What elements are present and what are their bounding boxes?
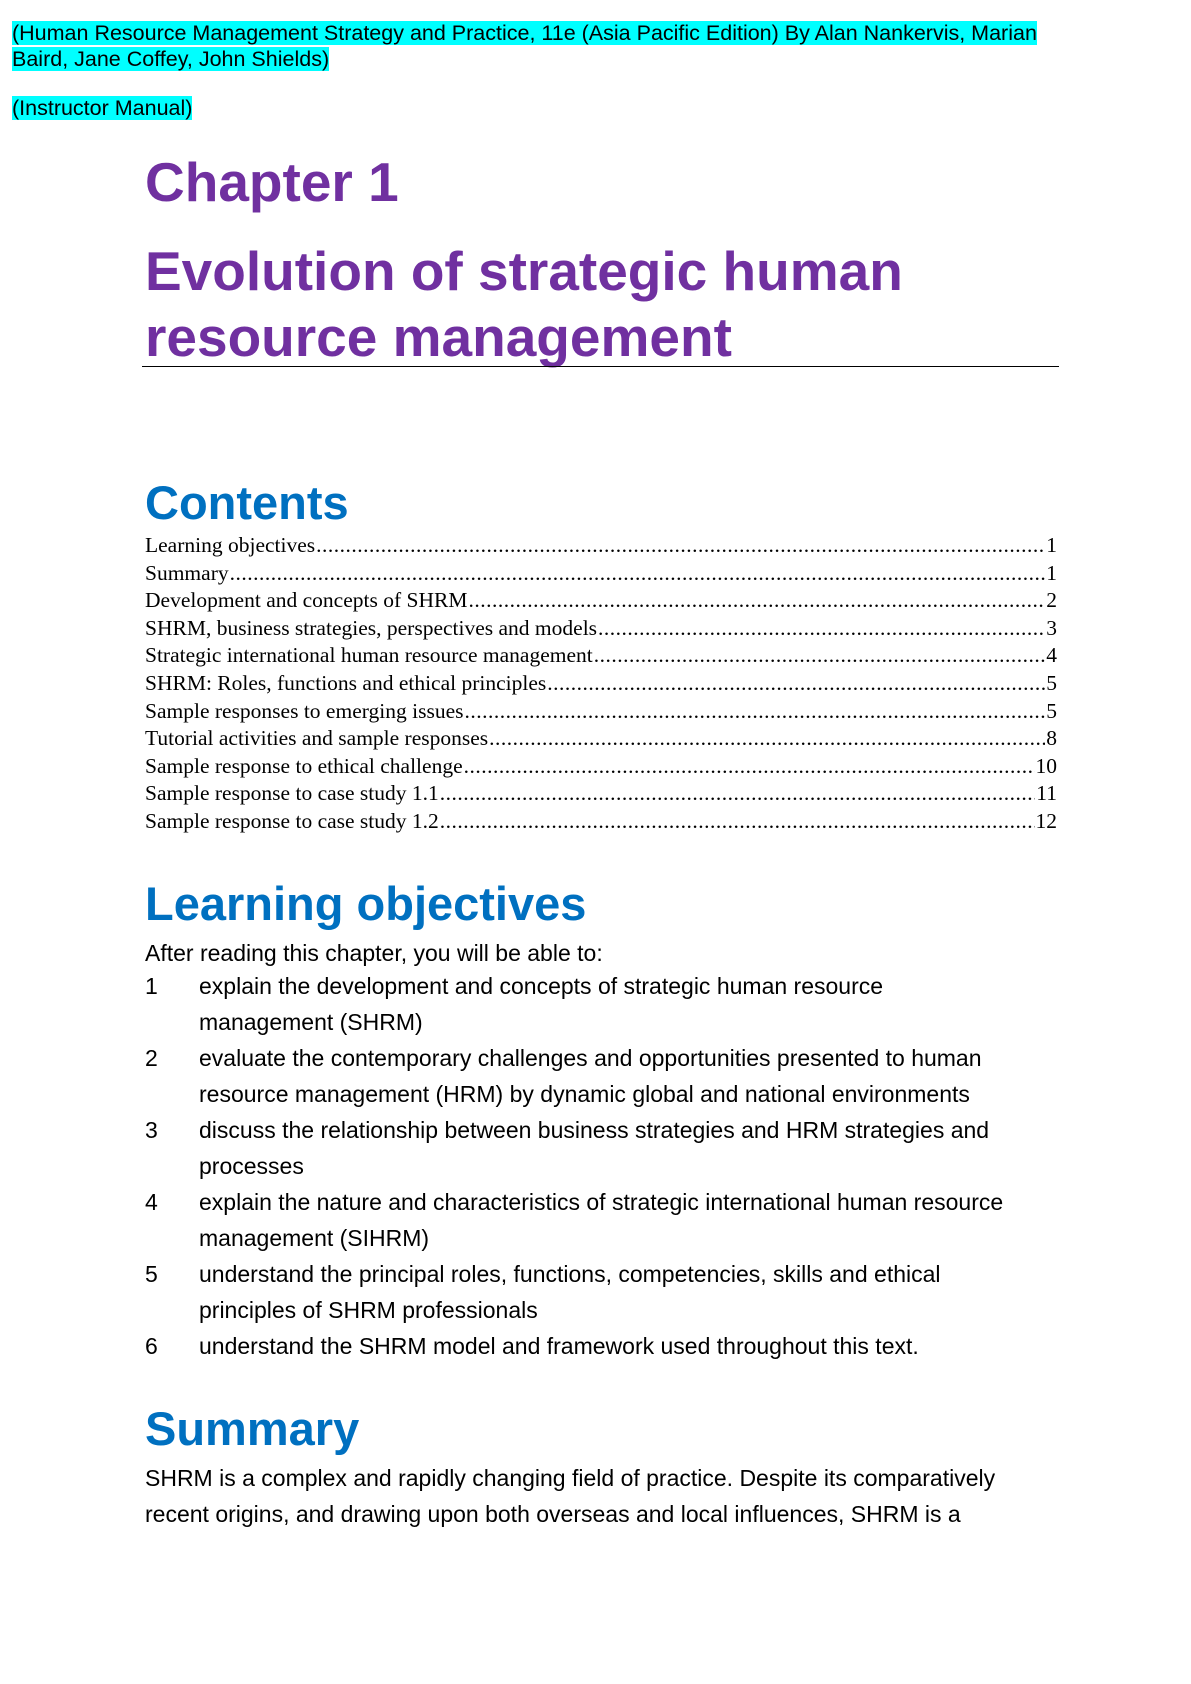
learning-objective-item [145,968,1065,1040]
toc-entry-title: Summary [145,560,229,585]
learning-objective-text [199,1328,1065,1364]
toc-entry-title: Strategic international human resource management [145,643,593,668]
toc-entry[interactable] [145,642,1057,670]
summary-line: SHRM is a complex and rapidly changing field of practice. Despite its comparatively [145,1465,996,1491]
learning-objective-number: 6 [145,1333,158,1359]
toc-entry-page: 5 [1046,698,1057,723]
toc-dot-leader [316,532,1045,560]
toc-entry-title: Development and concepts of SHRM [145,588,468,613]
chapter-title-line-1: Evolution of strategic human [145,240,903,302]
chapter-title [145,238,1045,370]
chapter-title-line-2: resource management [145,306,732,368]
toc-entry[interactable] [145,670,1057,698]
learning-objective-item [145,1256,1065,1328]
toc-entry[interactable] [145,587,1057,615]
toc-entry-title: SHRM: Roles, functions and ethical principles [145,670,547,695]
toc-entry-page: 1 [1046,560,1057,585]
summary-heading: Summary [145,1402,360,1455]
toc-entry[interactable] [145,780,1057,808]
toc-entry[interactable] [145,725,1057,753]
toc-dot-leader [440,808,1035,836]
toc-entry[interactable] [145,808,1057,836]
toc-dot-leader [547,670,1045,698]
title-divider [142,366,1059,367]
summary-paragraph [145,1460,1065,1532]
toc-entry-page: 1 [1046,533,1057,557]
toc-entry-title: Sample response to case study 1.2 [145,808,439,833]
toc-entry-title: Tutorial activities and sample responses [145,726,489,751]
toc-dot-leader [464,698,1045,726]
toc-entry-page: 5 [1046,670,1057,695]
contents-heading: Contents [145,476,349,529]
toc-entry[interactable] [145,560,1057,588]
learning-objective-text [199,1256,1065,1328]
source-citation-line-1: (Human Resource Management Strategy and Practice, 11e (Asia Pacific Edition) By Alan Nankervis, Marian [12,21,1037,45]
toc-dot-leader [230,560,1046,588]
summary-line: recent origins, and drawing upon both overseas and local influences, SHRM is a [145,1501,961,1527]
learning-objectives-intro: After reading this chapter, you will be able to: [145,940,603,966]
toc-entry-page: 3 [1046,615,1057,640]
toc-entry-page: 4 [1046,643,1057,668]
learning-objective-item [145,1184,1065,1256]
toc-entry-page: 11 [1036,781,1057,806]
learning-objectives-heading: Learning objectives [145,877,587,930]
learning-objective-item [145,1040,1065,1112]
learning-objective-number: 4 [145,1189,158,1215]
toc-dot-leader [440,780,1036,808]
toc-entry-title: SHRM, business strategies, perspectives and models [145,615,598,640]
manual-label [12,95,192,121]
chapter-number: Chapter 1 [145,151,399,213]
learning-objective-number: 5 [145,1261,158,1287]
toc-entry-title: Sample response to ethical challenge [145,753,463,778]
source-citation [12,20,1180,72]
learning-objective-number: 3 [145,1117,158,1143]
toc-entry-page: 8 [1046,726,1057,751]
toc-entry[interactable] [145,532,1057,560]
toc-dot-leader [468,587,1045,615]
toc-entry-title: Learning objectives [145,533,316,557]
learning-objective-text [199,1184,1065,1256]
table-of-contents [145,532,1057,836]
learning-objective-line: principles of SHRM professionals [199,1297,538,1323]
learning-objective-line: understand the SHRM model and framework used throughout this text. [199,1333,919,1359]
learning-objective-text [199,1112,1065,1184]
learning-objective-item [145,1328,1065,1364]
manual-label-text: (Instructor Manual) [12,96,193,120]
learning-objective-line: explain the nature and characteristics of strategic international human resource [199,1189,1004,1215]
learning-objective-number: 2 [145,1045,158,1071]
toc-entry-title: Sample responses to emerging issues [145,698,464,723]
learning-objectives-list [145,968,1065,1364]
learning-objective-number: 1 [145,973,158,999]
toc-entry[interactable] [145,615,1057,643]
learning-objective-text [199,1040,1065,1112]
toc-dot-leader [598,615,1045,643]
toc-entry-page: 12 [1035,808,1057,833]
learning-objective-line: explain the development and concepts of strategic human resource [199,973,884,999]
toc-entry-title: Sample response to case study 1.1 [145,781,439,806]
source-citation-line-2: Baird, Jane Coffey, John Shields) [12,47,330,71]
learning-objective-line: discuss the relationship between business strategies and HRM strategies and [199,1117,990,1143]
toc-dot-leader [594,642,1046,670]
learning-objective-line: resource management (HRM) by dynamic global and national environments [199,1081,970,1107]
learning-objective-item [145,1112,1065,1184]
toc-entry-page: 2 [1046,588,1057,613]
toc-entry[interactable] [145,753,1057,781]
learning-objective-line: understand the principal roles, functions, competencies, skills and ethical [199,1261,941,1287]
learning-objective-line: evaluate the contemporary challenges and opportunities presented to human [199,1045,982,1071]
toc-dot-leader [489,725,1045,753]
learning-objective-line: management (SIHRM) [199,1225,430,1251]
toc-dot-leader [464,753,1035,781]
toc-entry[interactable] [145,698,1057,726]
toc-entry-page: 10 [1035,753,1057,778]
learning-objective-line: processes [199,1153,304,1179]
learning-objective-text [199,968,1065,1040]
learning-objective-line: management (SHRM) [199,1009,423,1035]
